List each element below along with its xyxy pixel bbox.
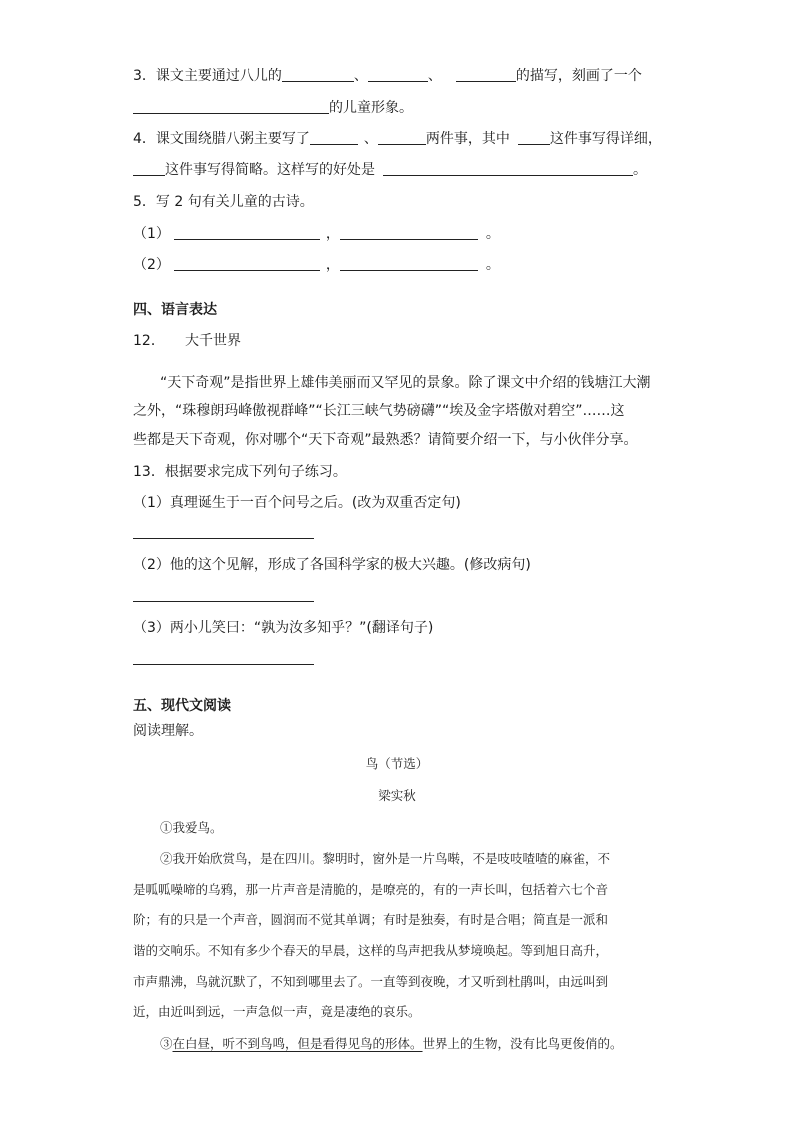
answer-blank[interactable]: [518, 130, 550, 145]
question-13-sub-3: （3）两小儿笑曰：“孰为汝多知乎？”(翻译句子): [133, 620, 434, 636]
question-4-text: 两件事，其中: [425, 131, 510, 147]
section-4-heading: 四、语言表达: [133, 302, 217, 318]
answer-blank[interactable]: [133, 161, 165, 176]
question-12-title: 大千世界: [185, 333, 241, 349]
question-3-line-2: [133, 98, 413, 118]
answer-blank[interactable]: [340, 225, 478, 240]
question-4-line-1: [133, 129, 662, 149]
answer-blank[interactable]: [174, 256, 320, 271]
question-12-number: 12．: [133, 333, 165, 349]
answer-line[interactable]: [133, 538, 314, 539]
question-12-paragraph-line: 些都是天下奇观，你对哪个“天下奇观”最熟悉？请简要介绍一下，与小伙伴分享。: [133, 432, 638, 448]
question-13-sub-1: （1）真理诞生于一百个问号之后。(改为双重否定句): [133, 495, 461, 511]
question-5-item-2: [133, 255, 500, 275]
question-4-text: 这件事写得详细，: [549, 131, 662, 147]
question-3-line-1: [133, 66, 642, 86]
question-4-line-2: [133, 160, 647, 180]
separator: 、: [427, 68, 442, 84]
essay-paragraph-2-line: 是呱呱噪啼的乌鸦，那一片声音是清脆的，是嘹亮的，有的一声长叫，包括着六七个音: [133, 882, 609, 897]
question-5-item-1: [133, 224, 500, 244]
question-3-text: 的儿童形象。: [329, 100, 413, 116]
answer-line[interactable]: [133, 664, 314, 665]
answer-blank[interactable]: [378, 130, 426, 145]
comma: ，: [325, 257, 340, 273]
separator: 、: [363, 131, 378, 147]
question-3-text: 的描写，刻画了一个: [515, 68, 642, 84]
essay-paragraph-2-line: ②我开始欣赏鸟，是在四川。黎明时，窗外是一片鸟啭，不是吱吱喳喳的麻雀，不: [160, 851, 611, 866]
answer-blank[interactable]: [368, 67, 428, 82]
item-number: （2）: [133, 257, 170, 273]
question-4-text: 这件事写得简略。这样写的好处是: [165, 162, 375, 178]
answer-blank[interactable]: [282, 67, 354, 82]
question-3-text: 3．课文主要通过八儿的: [133, 68, 282, 84]
question-13-sub-2: （2）他的这个见解，形成了各国科学家的极大兴趣。(修改病句): [133, 557, 531, 573]
essay-paragraph-2-line: 市声鼎沸，鸟就沉默了，不知到哪里去了。一直等到夜晚，才又听到杜鹃叫，由远叫到: [133, 974, 609, 989]
essay-paragraph-2-line: 谐的交响乐。不知有多少个春天的早晨，这样的鸟声把我从梦境唤起。等到旭日高升，: [133, 943, 609, 958]
answer-blank[interactable]: [310, 130, 358, 145]
question-12-paragraph-line: 之外，“珠穆朗玛峰傲视群峰”“长江三峡气势磅礴”“埃及金字塔傲对碧空”……这: [133, 403, 625, 419]
question-13-text: 13．根据要求完成下列句子练习。: [133, 464, 347, 480]
paragraph-text: 世界上的生物，没有比鸟更俊俏的。: [422, 1036, 623, 1051]
comma: ，: [325, 226, 340, 242]
item-number: （1）: [133, 226, 170, 242]
question-5-title: 5．写 2 句有关儿童的古诗。: [133, 194, 314, 210]
question-4-text: 4．课文围绕腊八粥主要写了: [133, 131, 310, 147]
essay-author: 梁实秋: [378, 788, 416, 803]
essay-paragraph-1: ①我爱鸟。: [160, 820, 223, 835]
question-12-paragraph-line: “天下奇观”是指世界上雄伟美丽而又罕见的景象。除了课文中介绍的钱塘江大潮: [160, 375, 651, 391]
answer-blank[interactable]: [383, 161, 633, 176]
section-5-intro: 阅读理解。: [133, 723, 203, 739]
period: 。: [485, 257, 500, 273]
essay-paragraph-3: [160, 1034, 623, 1052]
answer-blank[interactable]: [456, 67, 516, 82]
essay-paragraph-2-line: 近，由近叫到远，一声急似一声，竟是凄绝的哀乐。: [133, 1004, 421, 1019]
paragraph-number: ③: [160, 1036, 173, 1051]
answer-blank[interactable]: [340, 256, 478, 271]
answer-blank[interactable]: [133, 99, 329, 114]
period: 。: [485, 226, 500, 242]
essay-title: 鸟（节选）: [365, 756, 429, 771]
answer-line[interactable]: [133, 601, 314, 602]
answer-blank[interactable]: [174, 225, 320, 240]
essay-paragraph-2-line: 阶；有的只是一个声音，圆润而不觉其单调；有时是独奏，有时是合唱；简直是一派和: [133, 912, 609, 927]
underlined-sentence: 在白昼，听不到鸟鸣，但是看得见鸟的形体。: [172, 1036, 423, 1051]
section-5-heading: 五、现代文阅读: [133, 698, 231, 714]
question-4-text: 。: [633, 162, 647, 178]
separator: 、: [353, 68, 368, 84]
